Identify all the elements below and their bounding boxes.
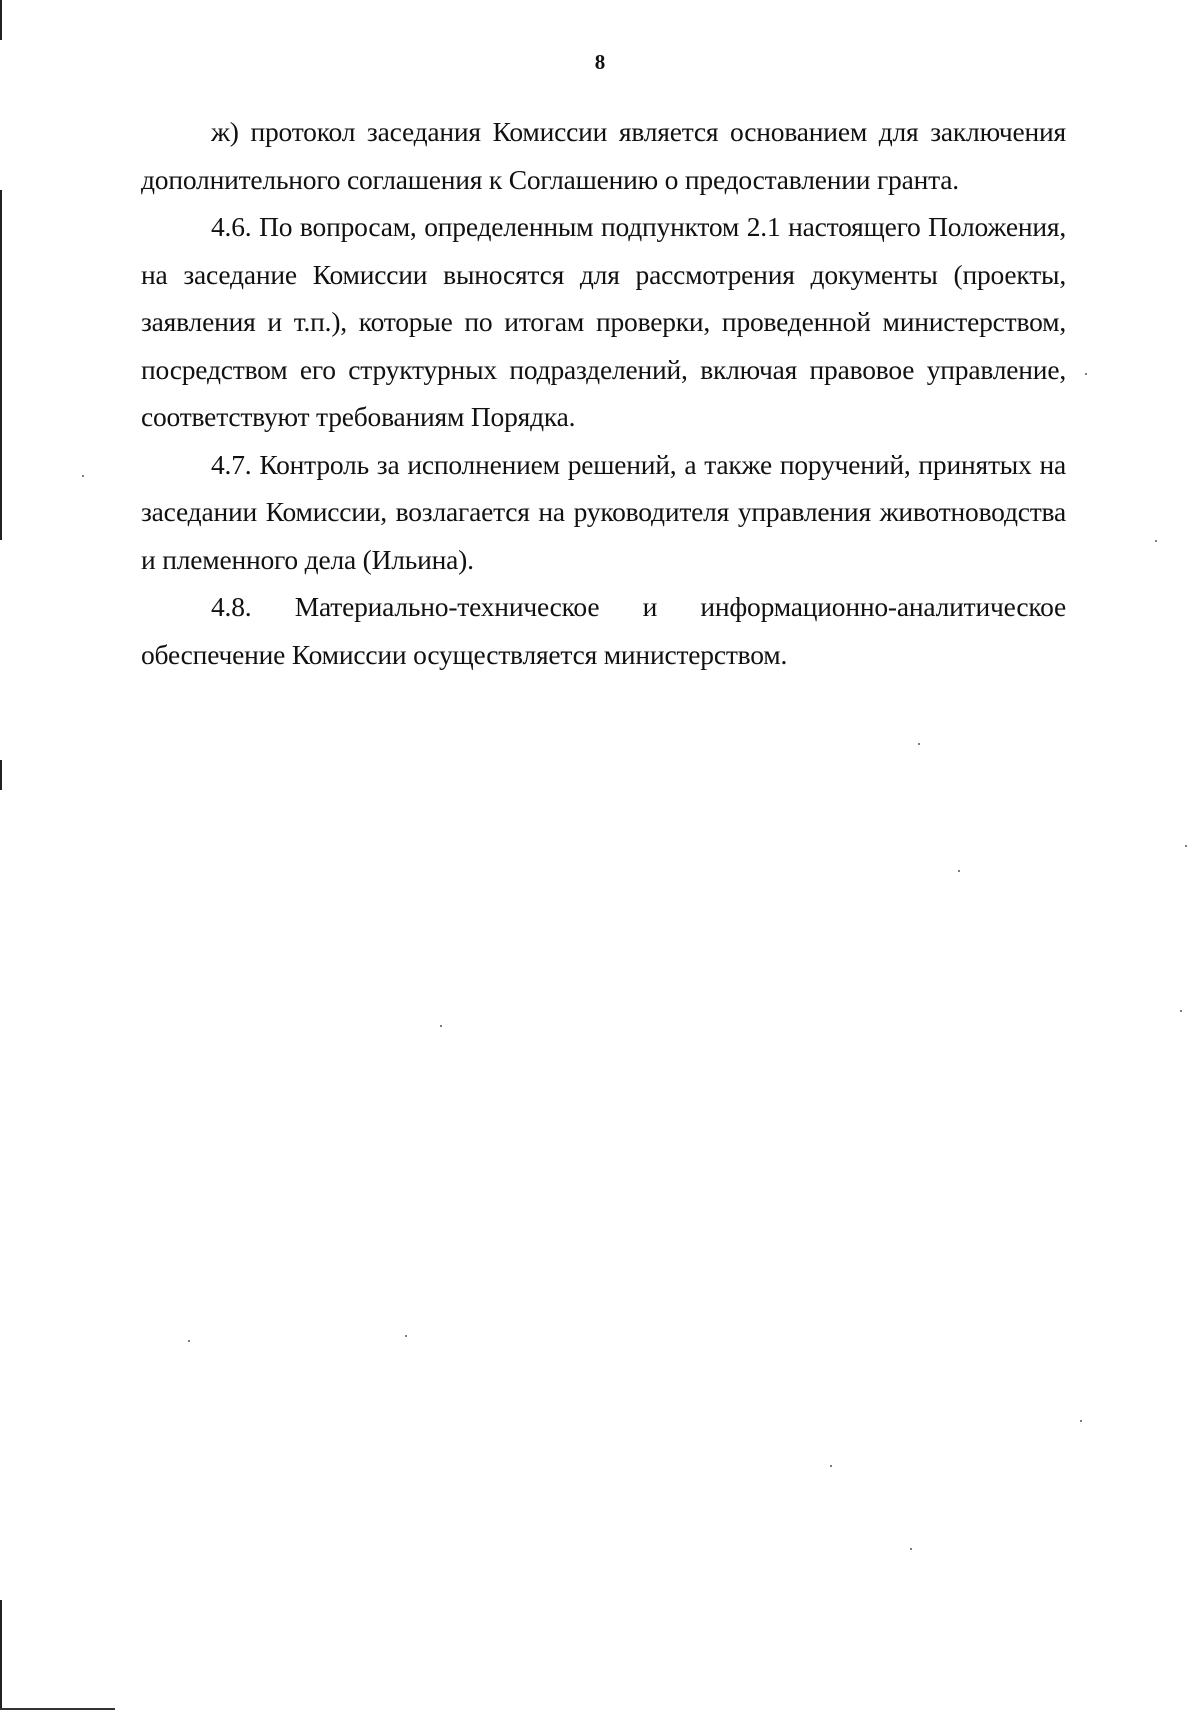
scan-speck [405,1335,407,1337]
document-body [141,108,1066,678]
scan-speck [1180,1010,1182,1012]
scan-speck [918,743,920,745]
paragraph-4-7: 4.7. Контроль за исполнением решений, а также поручений, принятых на заседании Комиссии, возлагается на руководителя управления животноводства и племенного дела (Ильина). [141,448,1066,575]
scan-speck [1085,373,1087,375]
scan-speck [188,1340,190,1342]
page-number: 8 [594,50,606,74]
scan-speck [830,1465,832,1467]
scan-speck [440,1025,442,1027]
paragraph-4-8: 4.8. Материально-техническое и информационно-аналитическое обеспечение Комиссии осуществляется министерством. [141,591,1066,670]
scan-speck [1185,845,1187,847]
paragraph-zh: ж) протокол заседания Комиссии является основанием для заключения дополнительного соглашения к Соглашению о предоставлении гранта. [141,116,1066,195]
paragraph-4-6: 4.6. По вопросам, определенным подпунктом 2.1 настоящего Положения, на заседание Комиссии выносятся для рассмотрения документы (проекты, заявления и т.п.), которые по итогам проверки, проведенной министерством, посредством его структурных подразделений, включая правовое управление, соответствуют требованиям Порядка. [141,211,1066,432]
scan-speck [1155,540,1157,542]
scan-edge-line [0,1600,2,1710]
scan-speck [910,1548,912,1550]
scan-speck [958,870,960,872]
scan-speck [1080,1420,1082,1422]
scan-edge-line [0,0,2,40]
scan-speck [82,475,84,477]
scan-edge-line [0,760,2,790]
scan-bottom-rule [0,1708,115,1710]
scan-edge-line [0,190,2,540]
